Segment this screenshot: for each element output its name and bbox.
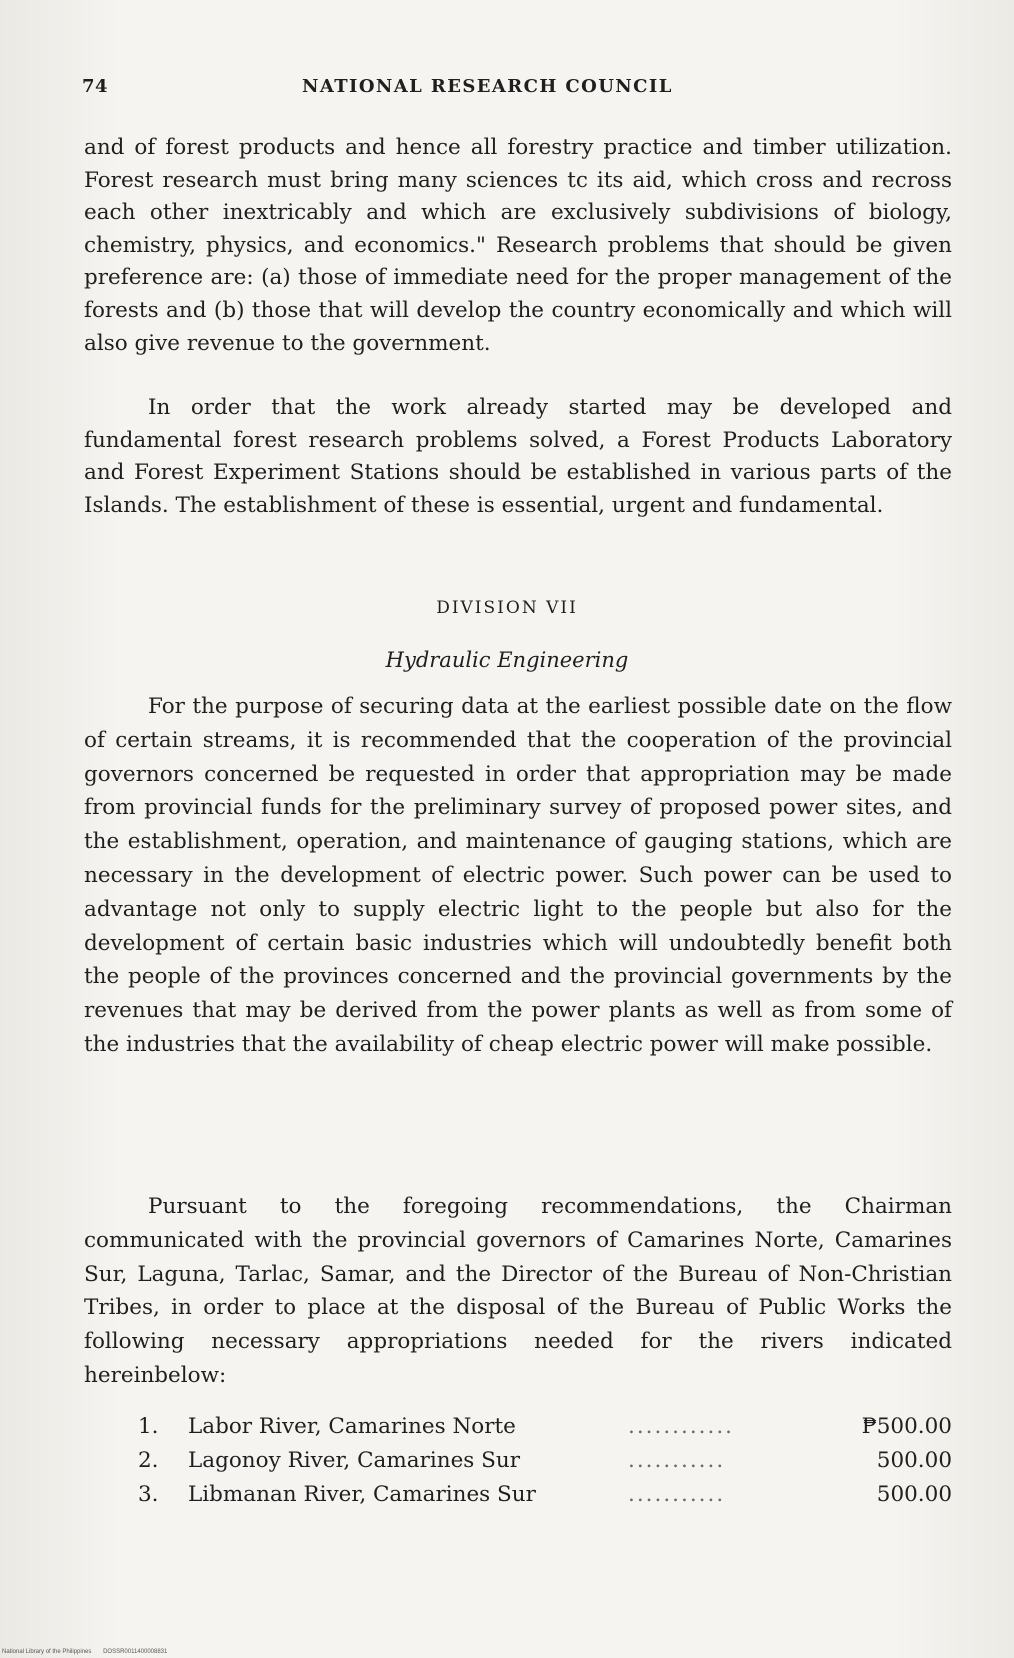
item-amount: ₱500.00 (861, 1414, 952, 1439)
item-number: 3. (138, 1482, 159, 1507)
item-number: 2. (138, 1448, 159, 1473)
list-item (138, 1410, 952, 1444)
list-item (138, 1444, 952, 1478)
scan-footer (2, 1649, 177, 1655)
item-leader-dots: ........... (628, 1448, 726, 1473)
division-heading: DIVISION VII (436, 598, 578, 618)
item-label: Lagonoy River, Camarines Sur (188, 1448, 521, 1473)
footer-code: DOSSR0011400008831 (103, 1649, 168, 1655)
item-leader-dots: ............ (628, 1414, 735, 1439)
item-leader-dots: ........... (628, 1482, 726, 1507)
running-title: NATIONAL RESEARCH COUNCIL (302, 76, 673, 97)
page-number: 74 (82, 76, 109, 97)
paragraph-appropriations: Pursuant to the foregoing recommendations, the Chairman communicated with the provincial governors of Camarines Norte, Camarines Sur, Laguna, Tarlac, Samar, and the Director of the Bureau of Non-Christian Tribes, in order to place at the disposal of the Bureau of Public Works the following necessary appropriations needed for the rivers indicated hereinbelow: (84, 1194, 952, 1388)
paragraph-stream-flow: For the purpose of securing data at the earliest possible date on the flow of certain streams, it is recommended that the cooperation of the provincial governors concerned be requested in order that appropriation may be made from provincial funds for the preliminary survey of proposed power sites, and the establishment, operation, and maintenance of gauging stations, which are necessary in the development of electric power. Such power can be used to advantage not only to supply electric light to the people but also for the development of certain basic industries which will undoubtedly benefit both the people of the provinces concerned and the provincial governments by the revenues that may be derived from the power plants as well as from some of the industries that the availability of cheap electric power will make possible. (84, 694, 952, 1057)
footer-library: National Library of the Philippines (2, 1649, 92, 1655)
item-amount: 500.00 (876, 1482, 952, 1507)
item-amount: 500.00 (876, 1448, 952, 1473)
appropriations-list (138, 1410, 952, 1512)
item-number: 1. (138, 1414, 159, 1439)
paragraph-forest-laboratory: In order that the work already started may be developed and fundamental forest research problems solved, a Forest Products Laboratory and Forest Experiment Stations should be established in various parts of the Islands. The establishment of these is essential, urgent and fundamental. (84, 395, 952, 518)
item-label: Libmanan River, Camarines Sur (188, 1482, 536, 1507)
page-header (82, 76, 942, 102)
item-label: Labor River, Camarines Norte (188, 1414, 516, 1439)
division-subheading: Hydraulic Engineering (385, 648, 629, 672)
paragraph-forest-research: and of forest products and hence all forestry practice and timber utilization. Forest research must bring many sciences tc its aid, which cross and recross each other inextricably and which are exclusively subdivisions of biology, chemistry, physics, and economics." Research problems that should be given preference are: (a) those of immediate need for the proper management of the forests and (b) those that will develop the country economically and which will also give revenue to the government. (84, 135, 952, 356)
list-item (138, 1478, 952, 1512)
